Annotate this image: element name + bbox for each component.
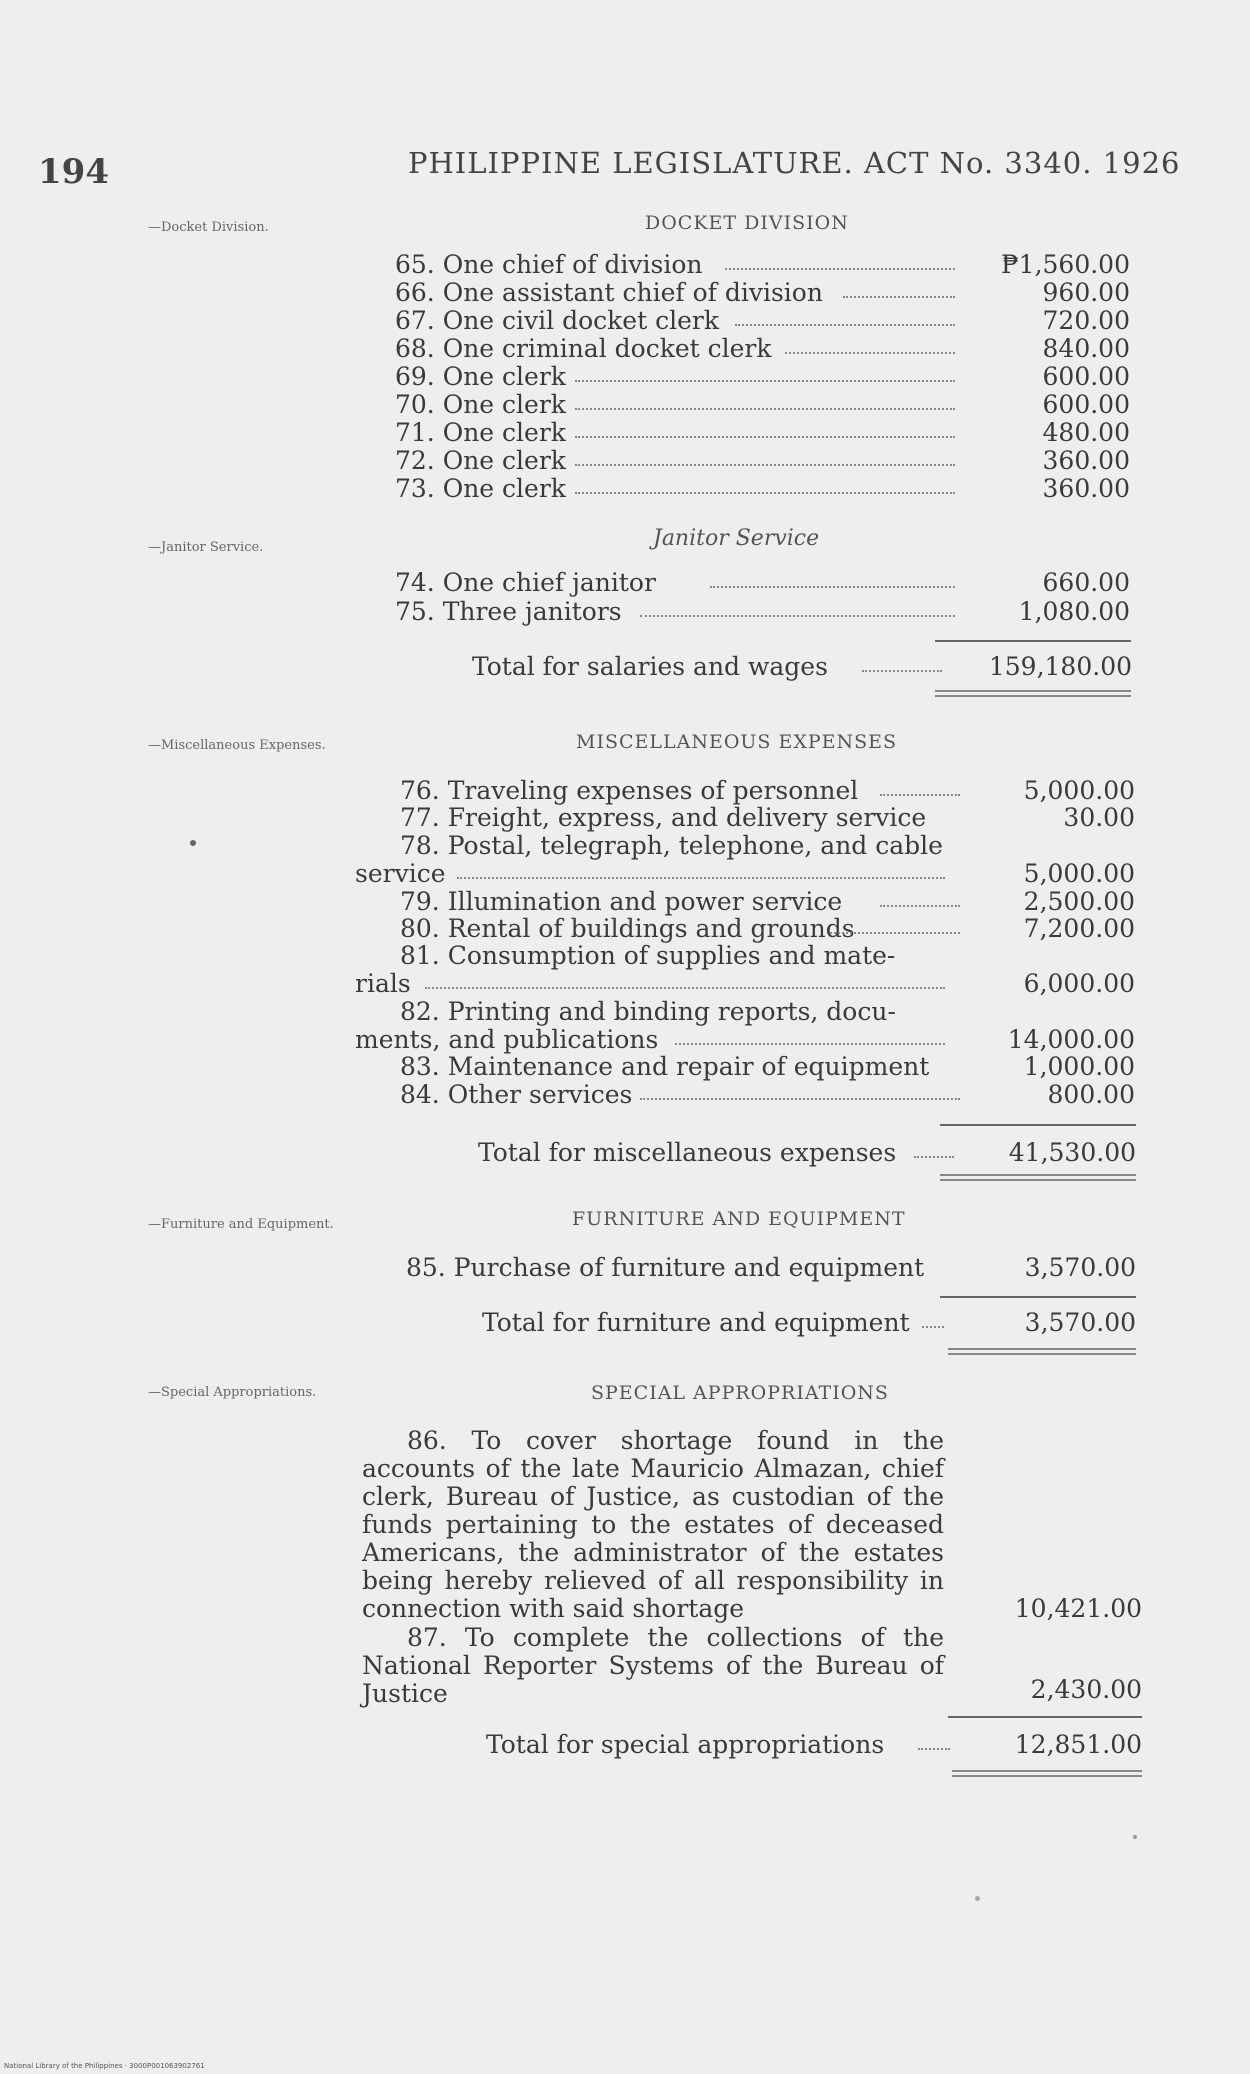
item-amount: 2,500.00 bbox=[1023, 887, 1135, 916]
double-rule bbox=[948, 1348, 1136, 1355]
item-label: 73. One clerk bbox=[395, 474, 566, 503]
line-item-row bbox=[395, 568, 1130, 598]
sidenote-janitor: —Janitor Service. bbox=[148, 540, 264, 555]
item-label: 81. Consumption of supplies and mate- bbox=[400, 941, 896, 970]
line-item-row bbox=[395, 250, 1130, 280]
item-label: 77. Freight, express, and delivery service bbox=[400, 803, 927, 832]
line-item-row bbox=[400, 1052, 1135, 1082]
item-amount: 3,570.00 bbox=[1024, 1253, 1136, 1282]
leader-dots bbox=[710, 586, 955, 588]
sidenote-misc: —Miscellaneous Expenses. bbox=[148, 738, 326, 753]
footer-credit: National Library of the Philippines · 3000P001063902761 bbox=[4, 2062, 205, 2070]
item-label: 84. Other services bbox=[400, 1080, 633, 1109]
double-rule bbox=[952, 1770, 1142, 1777]
leader-dots bbox=[862, 670, 942, 672]
item-amount: 660.00 bbox=[1042, 568, 1130, 597]
total-amount: 3,570.00 bbox=[1024, 1308, 1136, 1337]
item-amount: 1,000.00 bbox=[1023, 1052, 1135, 1081]
leader-dots bbox=[918, 1748, 950, 1750]
line-item-row bbox=[395, 390, 1130, 420]
salaries-total-row bbox=[472, 652, 1132, 682]
ink-spot bbox=[190, 840, 196, 846]
misc-heading: MISCELLANEOUS EXPENSES bbox=[576, 731, 898, 753]
double-rule bbox=[935, 690, 1131, 697]
total-rule bbox=[935, 640, 1131, 642]
leader-dots bbox=[575, 380, 955, 382]
docket-heading: DOCKET DIVISION bbox=[645, 212, 849, 234]
running-head: PHILIPPINE LEGISLATURE. ACT No. 3340. 1926 bbox=[408, 146, 1181, 180]
leader-dots bbox=[425, 987, 945, 989]
leader-dots bbox=[830, 932, 960, 934]
speck bbox=[1133, 1835, 1137, 1839]
leader-dots bbox=[457, 877, 945, 879]
total-rule bbox=[940, 1124, 1136, 1126]
item-label: 78. Postal, telegraph, telephone, and cable bbox=[400, 831, 943, 860]
item-amount: 960.00 bbox=[1042, 278, 1130, 307]
leader-dots bbox=[735, 324, 955, 326]
leader-dots bbox=[640, 615, 955, 617]
leader-dots bbox=[880, 794, 960, 796]
item-86-amount-row bbox=[1000, 1594, 1142, 1624]
item-label: 70. One clerk bbox=[395, 390, 566, 419]
line-item-row bbox=[400, 776, 1135, 806]
line-item-row bbox=[400, 997, 960, 1027]
sidenote-special: —Special Appropriations. bbox=[148, 1385, 317, 1400]
leader-dots bbox=[843, 296, 955, 298]
special-total-row bbox=[486, 1730, 1142, 1760]
janitor-heading: Janitor Service bbox=[653, 526, 820, 551]
line-item-row bbox=[395, 597, 1130, 627]
line-item-row bbox=[395, 362, 1130, 392]
line-item-row bbox=[400, 914, 1135, 944]
item-label-continuation: rials bbox=[355, 969, 411, 998]
line-item-row bbox=[395, 418, 1130, 448]
item-label: 74. One chief janitor bbox=[395, 568, 656, 597]
item-label: 67. One civil docket clerk bbox=[395, 306, 719, 335]
item-amount: 600.00 bbox=[1042, 390, 1130, 419]
leader-dots bbox=[785, 352, 955, 354]
item-87-text: 87. To complete the collections of the National Reporter Systems of the Bureau of Justice bbox=[362, 1623, 944, 1708]
item-amount: 360.00 bbox=[1042, 474, 1130, 503]
misc-total-row bbox=[478, 1138, 1136, 1168]
item-label-continuation: ments, and publications bbox=[355, 1025, 659, 1054]
item-label: 80. Rental of buildings and grounds bbox=[400, 914, 855, 943]
item-label: 75. Three janitors bbox=[395, 597, 622, 626]
item-amount: 600.00 bbox=[1042, 362, 1130, 391]
sidenote-furniture: —Furniture and Equipment. bbox=[148, 1217, 334, 1232]
leader-dots bbox=[575, 464, 955, 466]
item-label: 65. One chief of division bbox=[395, 250, 703, 279]
item-amount: 5,000.00 bbox=[1023, 859, 1135, 888]
item-label-continuation: service bbox=[355, 859, 446, 888]
item-amount: 6,000.00 bbox=[1023, 969, 1135, 998]
item-label: 79. Illumination and power service bbox=[400, 887, 843, 916]
leader-dots bbox=[922, 1326, 944, 1328]
line-item-row bbox=[395, 334, 1130, 364]
leader-dots bbox=[575, 492, 955, 494]
leader-dots bbox=[725, 268, 955, 270]
item-label: 72. One clerk bbox=[395, 446, 566, 475]
item-label: 82. Printing and binding reports, docu- bbox=[400, 997, 896, 1026]
item-label: 71. One clerk bbox=[395, 418, 566, 447]
leader-dots bbox=[675, 1043, 945, 1045]
item-label: 85. Purchase of furniture and equipment bbox=[406, 1253, 925, 1282]
item-amount: 7,200.00 bbox=[1023, 914, 1135, 943]
total-label: Total for salaries and wages bbox=[472, 652, 828, 681]
item-86-amount: 10,421.00 bbox=[1014, 1594, 1142, 1623]
item-87-amount: 2,430.00 bbox=[1030, 1675, 1142, 1704]
leader-dots bbox=[880, 905, 960, 907]
item-amount: 800.00 bbox=[1047, 1080, 1135, 1109]
total-label: Total for furniture and equipment bbox=[482, 1308, 910, 1337]
double-rule bbox=[940, 1174, 1136, 1181]
furniture-heading: FURNITURE AND EQUIPMENT bbox=[572, 1208, 906, 1230]
total-label: Total for special appropriations bbox=[486, 1730, 885, 1759]
item-amount: ₱1,560.00 bbox=[1001, 250, 1130, 279]
item-label: 76. Traveling expenses of personnel bbox=[400, 776, 859, 805]
line-item-continuation bbox=[355, 1025, 1135, 1055]
item-amount: 720.00 bbox=[1042, 306, 1130, 335]
item-amount: 14,000.00 bbox=[1007, 1025, 1135, 1054]
furniture-total-row bbox=[482, 1308, 1136, 1338]
item-amount: 360.00 bbox=[1042, 446, 1130, 475]
total-label: Total for miscellaneous expenses bbox=[478, 1138, 897, 1167]
page-number: 194 bbox=[38, 152, 109, 192]
item-label: 69. One clerk bbox=[395, 362, 566, 391]
line-item-row bbox=[400, 831, 960, 861]
item-label: 66. One assistant chief of division bbox=[395, 278, 823, 307]
speck bbox=[975, 1896, 980, 1901]
item-amount: 1,080.00 bbox=[1018, 597, 1130, 626]
item-amount: 480.00 bbox=[1042, 418, 1130, 447]
line-item-row bbox=[395, 306, 1130, 336]
leader-dots bbox=[640, 1098, 960, 1100]
line-item-continuation bbox=[355, 859, 1135, 889]
total-amount: 41,530.00 bbox=[1008, 1138, 1136, 1167]
leader-dots bbox=[914, 1156, 954, 1158]
sidenote-docket: —Docket Division. bbox=[148, 220, 269, 235]
line-item-continuation bbox=[355, 969, 1135, 999]
item-86-text: 86. To cover shortage found in the accounts of the late Mauricio Almazan, chief clerk, Bureau of Justice, as custodian of the funds pertaining to the estates of deceased Americans, the administrator of the estates being hereby relieved of all responsibility in connection with said shortage bbox=[362, 1426, 944, 1623]
item-amount: 5,000.00 bbox=[1023, 776, 1135, 805]
item-label: 83. Maintenance and repair of equipment bbox=[400, 1052, 930, 1081]
line-item-row bbox=[400, 887, 1135, 917]
line-item-row bbox=[400, 1080, 1135, 1110]
item-label: 68. One criminal docket clerk bbox=[395, 334, 772, 363]
line-item-row bbox=[400, 941, 960, 971]
line-item-row bbox=[400, 803, 1135, 833]
line-item-row bbox=[395, 474, 1130, 504]
total-rule bbox=[940, 1296, 1136, 1298]
line-item-row bbox=[395, 446, 1130, 476]
item-amount: 840.00 bbox=[1042, 334, 1130, 363]
item-87-amount-row bbox=[1000, 1675, 1142, 1705]
furniture-item-row bbox=[406, 1253, 1136, 1283]
special-heading: SPECIAL APPROPRIATIONS bbox=[591, 1382, 889, 1404]
item-amount: 30.00 bbox=[1063, 803, 1135, 832]
line-item-row bbox=[395, 278, 1130, 308]
total-amount: 159,180.00 bbox=[988, 652, 1132, 681]
leader-dots bbox=[575, 408, 955, 410]
total-rule bbox=[948, 1716, 1142, 1718]
leader-dots bbox=[575, 436, 955, 438]
total-amount: 12,851.00 bbox=[1014, 1730, 1142, 1759]
